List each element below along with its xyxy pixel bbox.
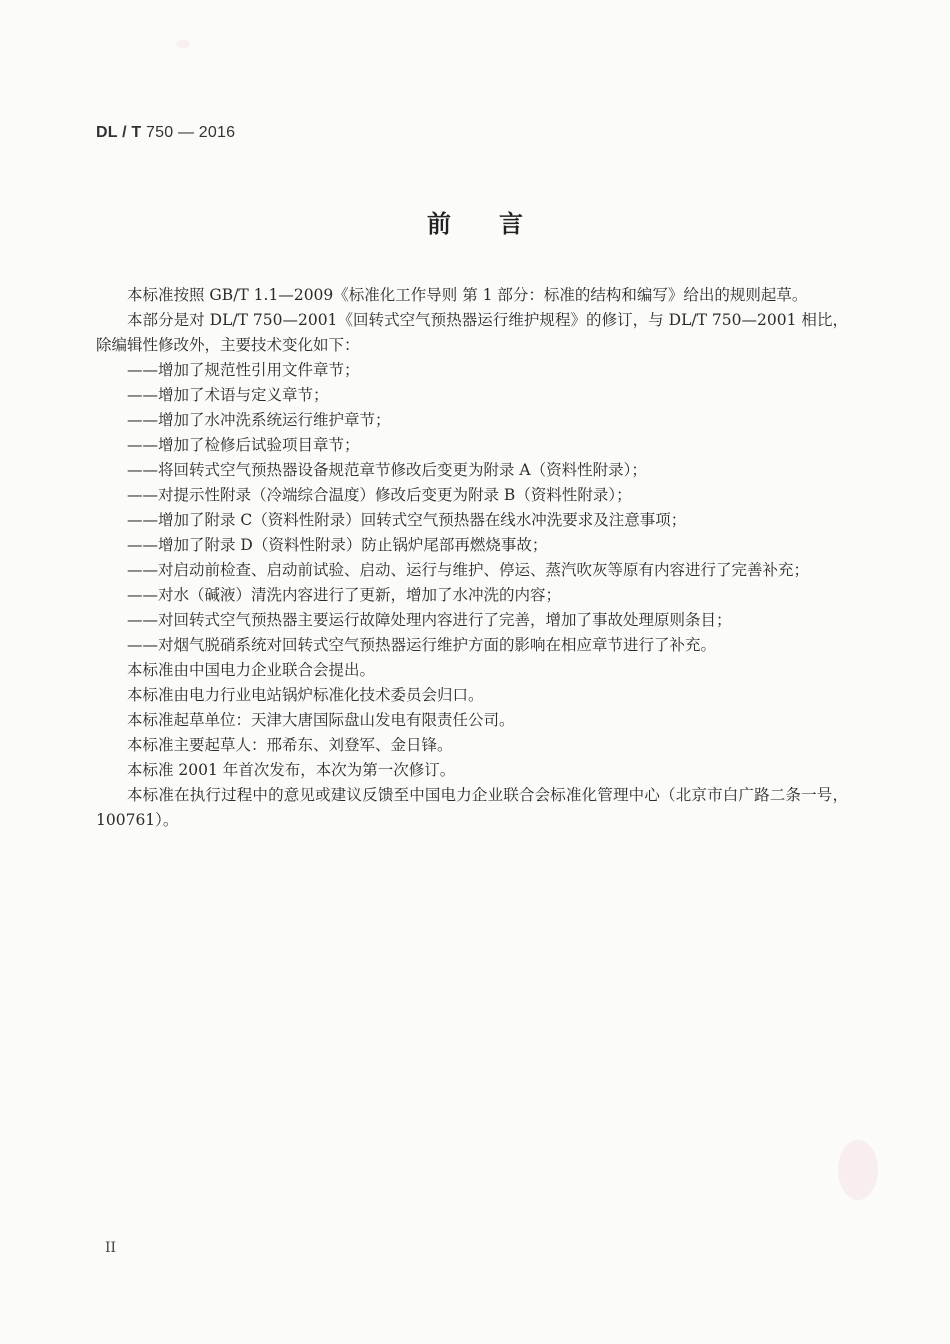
paragraph: 本标准按照 GB/T 1.1—2009《标准化工作导则 第 1 部分：标准的结构和编写》给出的规则起草。 [127, 286, 808, 304]
paragraph: 本标准起草单位：天津大唐国际盘山发电有限责任公司。 [127, 711, 515, 729]
list-item: ——对烟气脱硝系统对回转式空气预热器运行维护方面的影响在相应章节进行了补充。 [127, 636, 717, 654]
page-number: II [105, 1240, 117, 1256]
list-item: ——增加了附录 C（资料性附录）回转式空气预热器在线水冲洗要求及注意事项； [127, 511, 687, 529]
paragraph: 本部分是对 DL/T 750—2001《回转式空气预热器运行维护规程》的修订，与 DL/T 750—2001 相比，除编辑性修改外，主要技术变化如下： [96, 311, 848, 354]
list-item: ——增加了术语与定义章节； [127, 386, 329, 404]
paragraph: 本标准主要起草人：邢希东、刘登军、金日锋。 [127, 736, 453, 754]
paragraph: 本标准由中国电力企业联合会提出。 [127, 661, 376, 679]
document-code [96, 124, 235, 142]
paper-stain [176, 40, 190, 48]
list-item: ——将回转式空气预热器设备规范章节修改后变更为附录 A（资料性附录）； [127, 461, 647, 479]
list-item: ——增加了检修后试验项目章节； [127, 436, 360, 454]
list-item: ——对提示性附录（冷端综合温度）修改后变更为附录 B（资料性附录）； [127, 486, 632, 504]
list-item: ——增加了规范性引用文件章节； [127, 361, 360, 379]
paper-stain [838, 1140, 878, 1200]
document-code-number: 750 — 2016 [146, 124, 236, 141]
paragraph: 本标准在执行过程中的意见或建议反馈至中国电力企业联合会标准化管理中心（北京市白广路二条一号，100761）。 [96, 786, 848, 829]
page-title: 前言 [427, 209, 571, 238]
list-item: ——对水（碱液）清洗内容进行了更新，增加了水冲洗的内容； [127, 586, 562, 604]
list-item: ——增加了附录 D（资料性附录）防止锅炉尾部再燃烧事故； [127, 536, 548, 554]
document-code-prefix: DL / T [96, 124, 142, 141]
list-item: ——对启动前检查、启动前试验、启动、运行与维护、停运、蒸汽吹灰等原有内容进行了完善补充； [127, 561, 810, 579]
foreword-body [96, 283, 848, 833]
list-item: ——对回转式空气预热器主要运行故障处理内容进行了完善，增加了事故处理原则条目； [127, 611, 732, 629]
list-item: ——增加了水冲洗系统运行维护章节； [127, 411, 391, 429]
paragraph: 本标准 2001 年首次发布，本次为第一次修订。 [127, 761, 456, 779]
paragraph: 本标准由电力行业电站锅炉标准化技术委员会归口。 [127, 686, 484, 704]
